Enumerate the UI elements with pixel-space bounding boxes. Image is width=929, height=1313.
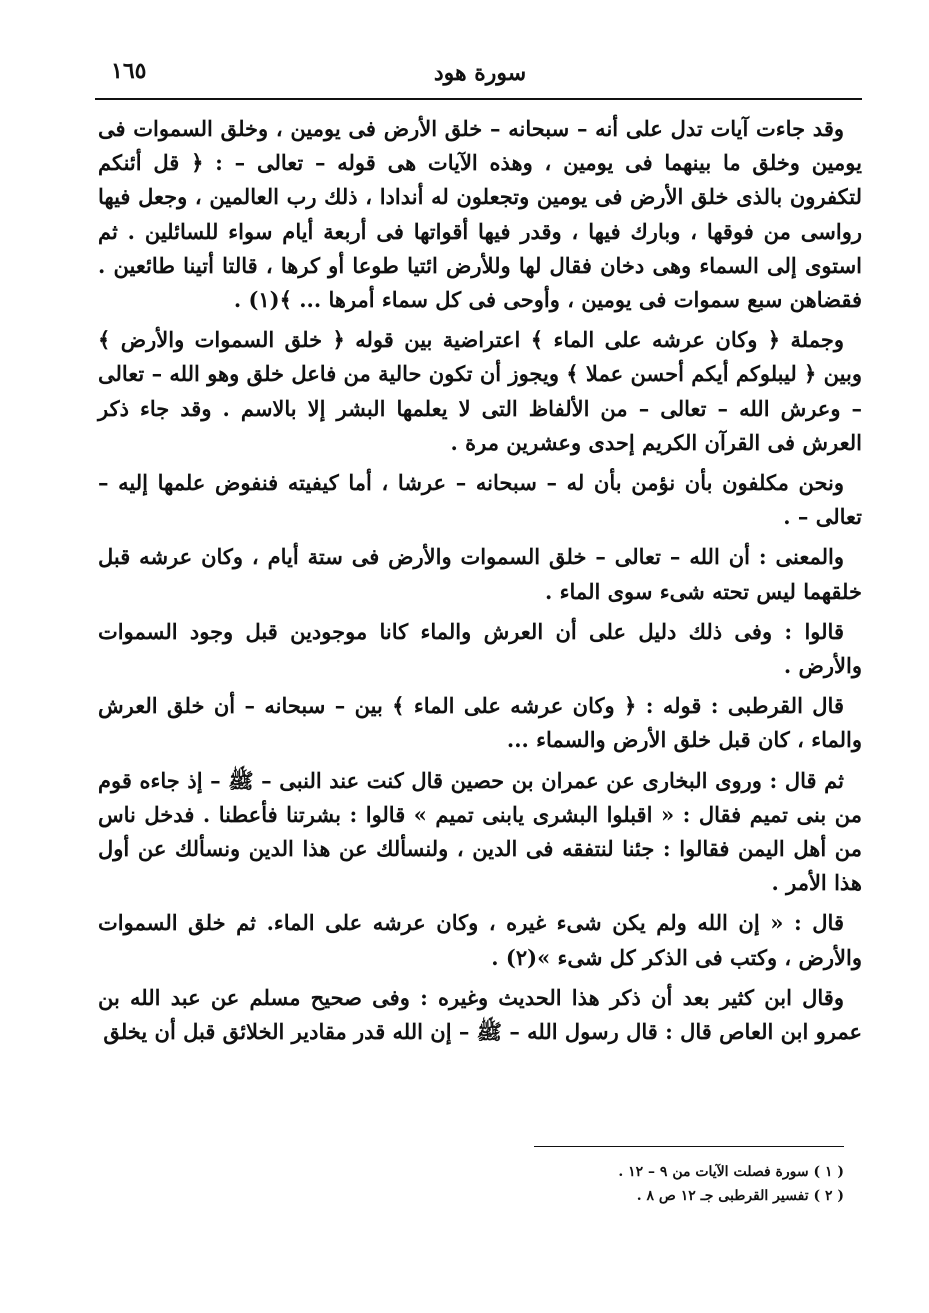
surah-title: سورة هود: [433, 60, 527, 86]
paragraph: قال القرطبى : قوله : ﴿ وكان عرشه على الماء ﴾ بين – سبحانه – أن خلق العرش والماء ، كان قبل خلق الأرض والسماء ...: [98, 693, 862, 753]
paragraph: ثم قال : وروى البخارى عن عمران بن حصين قال كنت عند النبى – ﷺ – إذ جاءه قوم من بنى تميم فقال : « اقبلوا البشرى يابنى تميم » قالوا : بشرتنا فأعطنا . فدخل ناس من أهل اليمن فقالوا : جئنا لنتفقه فى الدين ، ولنسألك عن هذا الدين ونسألك عن أول هذا الأمر .: [98, 767, 862, 896]
paragraph: قال : « إن الله ولم يكن شىء غيره ، وكان عرشه على الماء. ثم خلق السموات والأرض ، وكتب فى الذكر كل شىء »(٢) .: [98, 910, 862, 970]
page-header: [95, 56, 865, 96]
main-text: [98, 112, 862, 1049]
footnote: ( ١ ) سورة فصلت الآيات من ٩ – ١٢ .: [618, 1164, 844, 1180]
footnotes: [450, 1160, 844, 1208]
header-rule: [95, 98, 862, 100]
paragraph: ونحن مكلفون بأن نؤمن بأن له – سبحانه – عرشا ، أما كيفيته فنفوض علمها إليه – تعالى – .: [98, 470, 862, 530]
paragraph: وقال ابن كثير بعد أن ذكر هذا الحديث وغيره : وفى صحيح مسلم عن عبد الله بن عمرو ابن العاص قال : قال رسول الله – ﷺ – إن الله قدر مقادير الخلائق قبل أن يخلق: [98, 984, 862, 1045]
paragraph: وقد جاءت آيات تدل على أنه – سبحانه – خلق الأرض فى يومين ، وخلق السموات فى يومين وخلق ما بينهما فى يومين ، وهذه الآيات هى قوله – تعالى – : ﴿ قل أئنكم لتكفرون بالذى خلق الأرض فى يومين وتجعلون له أندادا ، ذلك رب العالمين ، وجعل فيها رواسى من فوقها ، وبارك فيها ، وقدر فيها أقواتها فى أربعة أيام سواء للسائلين . ثم استوى إلى السماء وهى دخان فقال لها وللأرض ائتيا طوعا أو كرها ، قالتا أتينا طائعين . فقضاهن سبع سموات فى يومين ، وأوحى فى كل سماء أمرها ... ﴾(١) .: [98, 116, 862, 313]
paragraph: وجملة ﴿ وكان عرشه على الماء ﴾ اعتراضية بين قوله ﴿ خلق السموات والأرض ﴾ وبين ﴿ ليبلوكم أيكم أحسن عملا ﴾ ويجوز أن تكون حالية من فاعل خلق وهو الله – تعالى – وعرش الله – تعالى – من الألفاظ التى لا يعلمها البشر إلا بالاسم . وقد جاء ذكر العرش فى القرآن الكريم إحدى وعشرين مرة .: [98, 327, 862, 455]
footnote-rule: [534, 1146, 844, 1147]
paragraph: والمعنى : أن الله – تعالى – خلق السموات والأرض فى ستة أيام ، وكان عرشه قبل خلقهما ليس تحته شىء سوى الماء .: [98, 544, 862, 604]
page-number: ١٦٥: [111, 58, 147, 84]
paragraph: قالوا : وفى ذلك دليل على أن العرش والماء كانا موجودين قبل وجود السموات والأرض .: [98, 618, 862, 679]
footnote: ( ٢ ) تفسير القرطبى جـ ١٢ ص ٨ .: [636, 1188, 844, 1204]
